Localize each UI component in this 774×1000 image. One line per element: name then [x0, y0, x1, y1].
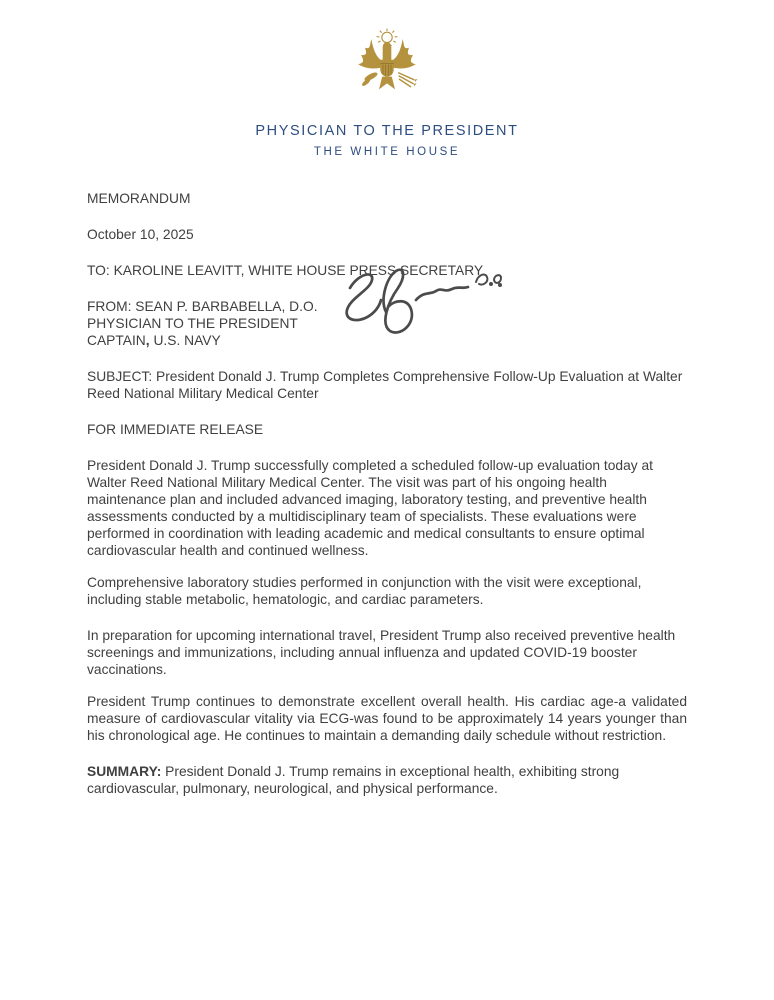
- rank-service: U.S. NAVY: [149, 333, 221, 348]
- memo-paragraph-1: President Donald J. Trump successfully completed a scheduled follow-up evaluation today at Walter Reed National Military Medical Center. The visit was part of his ongoing health maintenance plan and included advanced imaging, laboratory testing, and preventive health assessments conducted by a multidisciplinary team of specialists. These evaluations were performed in coordination with leading academic and medical consultants to ensure optimal cardiovascular health and continued wellness.: [87, 458, 653, 558]
- summary-text: President Donald J. Trump remains in exceptional health, exhibiting strong cardiovascular, pulmonary, neurological, and physical performance.: [87, 764, 620, 796]
- memo-date: October 10, 2025: [87, 227, 194, 242]
- memo-body: [0, 190, 774, 797]
- memo-release-line: FOR IMMEDIATE RELEASE: [87, 422, 264, 437]
- memo-from-title: PHYSICIAN TO THE PRESIDENT: [87, 316, 298, 331]
- memo-paragraph-2: Comprehensive laboratory studies performed in conjunction with the visit were exceptional, including stable metabolic, hematologic, and cardiac parameters.: [87, 575, 642, 607]
- memo-summary: [87, 763, 687, 797]
- letterhead-title: PHYSICIAN TO THE PRESIDENT: [255, 123, 519, 139]
- memorandum-label: MEMORANDUM: [87, 191, 191, 206]
- summary-label: SUMMARY:: [87, 764, 162, 779]
- memo-from-line: FROM: SEAN P. BARBABELLA, D.O.: [87, 299, 318, 314]
- great-seal-eagle-icon: [335, 27, 439, 107]
- memo-to-line: TO: KAROLINE LEAVITT, WHITE HOUSE PRESS SECRETARY: [87, 263, 484, 278]
- letterhead: [0, 0, 774, 158]
- memo-paragraph-4: President Trump continues to demonstrate excellent overall health. His cardiac age-a validated measure of cardiovascular vitality via ECG-was found to be approximately 14 years younger than his chronological age. He continues to maintain a demanding daily schedule without restriction.: [87, 694, 687, 743]
- memo-subject-line: SUBJECT: President Donald J. Trump Completes Comprehensive Follow-Up Evaluation at Walter Reed National Military Medical Center: [87, 369, 683, 401]
- memo-from-block: [87, 298, 687, 349]
- rank-name: CAPTAIN: [87, 333, 146, 348]
- letterhead-subtitle: THE WHITE HOUSE: [313, 146, 461, 158]
- rank-comma: ,: [145, 333, 150, 348]
- memo-paragraph-3: In preparation for upcoming international travel, President Trump also received preventive health screenings and immunizations, including annual influenza and updated COVID-19 booster vaccinations.: [87, 628, 676, 677]
- memo-from-rank: [87, 332, 687, 349]
